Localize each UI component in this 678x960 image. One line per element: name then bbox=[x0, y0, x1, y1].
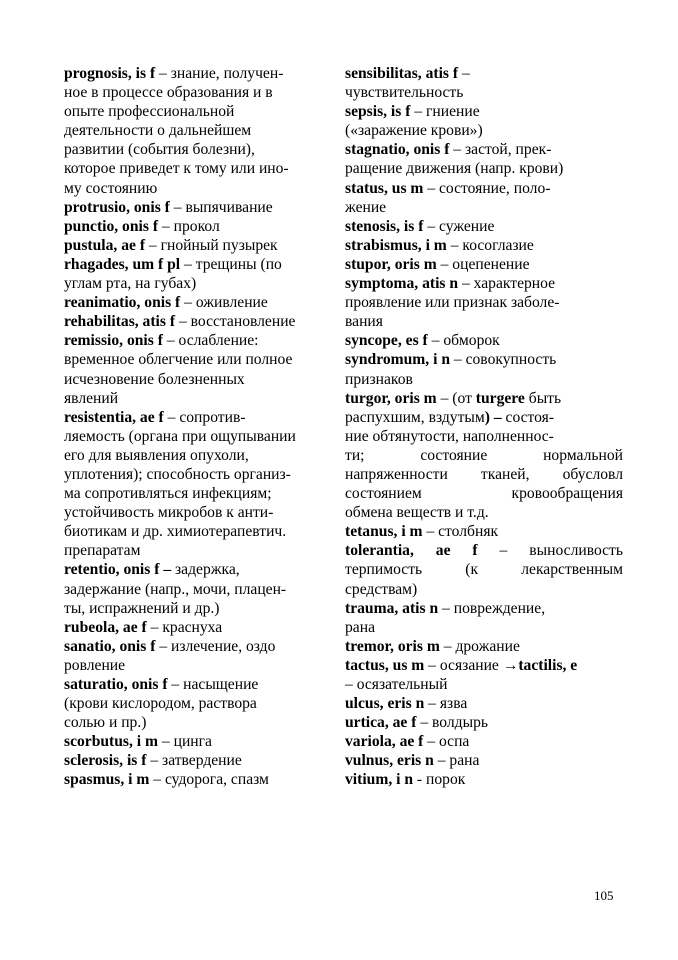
entry-line bbox=[64, 370, 342, 389]
entry-text: обмена веществ и т.д. bbox=[345, 504, 489, 522]
entry-text: чувствительность bbox=[345, 84, 464, 102]
entry-text: деятельности о дальнейшем bbox=[64, 122, 252, 140]
entry-line bbox=[64, 179, 342, 198]
entry-line bbox=[64, 770, 342, 789]
entry-line bbox=[345, 179, 623, 198]
entry-text: – обморок bbox=[427, 332, 500, 350]
entry-text: – совокупность bbox=[450, 351, 557, 369]
entry-text: – осязание bbox=[424, 656, 503, 674]
entry-line bbox=[345, 637, 623, 656]
entry-text: ты, испражнений и др.) bbox=[64, 599, 220, 617]
entry-text: развитии (события болезни), bbox=[64, 141, 255, 159]
entry-term: variola, ae f bbox=[345, 733, 424, 751]
entry-text: ровление bbox=[64, 656, 126, 674]
entry-text: жение bbox=[345, 198, 387, 216]
entry-text: – излечение, оздо bbox=[155, 637, 276, 655]
entry-text: – осязательный bbox=[345, 676, 448, 693]
entry-text: распухшим, вздутым bbox=[345, 408, 485, 426]
entry-line bbox=[64, 64, 342, 83]
entry-term: syndromum, i n bbox=[345, 351, 450, 369]
entry-line bbox=[64, 465, 342, 484]
entry-term: protrusio, onis f bbox=[64, 198, 170, 216]
entry-term: tolerantia, ae f bbox=[345, 542, 478, 560]
entry-text: рана bbox=[345, 618, 375, 636]
entry-text: – сужение bbox=[423, 217, 495, 235]
entry-line bbox=[64, 198, 342, 217]
entry-line bbox=[345, 770, 623, 789]
entry-line bbox=[345, 503, 623, 522]
entry-term: trauma, atis n bbox=[345, 599, 439, 617]
entry-text: му состоянию bbox=[64, 179, 158, 197]
entry-line bbox=[64, 484, 342, 503]
entry-line bbox=[345, 312, 623, 331]
entry-line bbox=[64, 102, 342, 121]
entry-line bbox=[64, 255, 342, 274]
entry-text: – ослабление: bbox=[162, 332, 259, 350]
entry-line bbox=[345, 236, 623, 255]
entry-line bbox=[345, 350, 623, 369]
entry-text: (крови кислородом, раствора bbox=[64, 695, 257, 713]
entry-term: turgere bbox=[475, 389, 525, 407]
entry-text: препаратам bbox=[64, 542, 141, 560]
entry-text: его для выявления опухоли, bbox=[64, 446, 249, 464]
entry-text: – волдырь bbox=[416, 714, 488, 732]
entry-line bbox=[345, 121, 623, 140]
entry-line bbox=[345, 389, 623, 408]
entry-line bbox=[64, 274, 342, 293]
entry-text: временное облегчение или полное bbox=[64, 351, 293, 369]
entry-line bbox=[64, 236, 342, 255]
entry-text: исчезновение болезненных bbox=[64, 370, 245, 388]
entry-term: saturatio, onis f bbox=[64, 676, 168, 693]
entry-term: ) – bbox=[484, 408, 502, 426]
entry-text: – насыщение bbox=[167, 676, 259, 693]
entry-line bbox=[345, 274, 623, 293]
entry-term: vitium, i n bbox=[345, 771, 414, 789]
entry-line bbox=[64, 618, 342, 637]
entry-text: – судорога, спазм bbox=[149, 771, 269, 789]
entry-term: tremor, oris m bbox=[345, 637, 440, 655]
entry-line bbox=[64, 389, 342, 408]
entry-text: задержка, bbox=[171, 561, 240, 579]
entry-text: ное в процессе образования и в bbox=[64, 84, 273, 102]
entry-term: resistentia, ae f bbox=[64, 408, 164, 426]
entry-term: sanatio, onis f bbox=[64, 637, 156, 655]
entry-line bbox=[345, 713, 623, 732]
entry-text: ляемость (органа при ощупывании bbox=[64, 427, 296, 445]
entry-text: – выпячивание bbox=[169, 198, 273, 216]
entry-text: биотикам и др. химиотерапевтич. bbox=[64, 523, 287, 541]
entry-line bbox=[64, 560, 342, 579]
entry-term: rehabilitas, atis f bbox=[64, 313, 176, 331]
entry-line bbox=[64, 293, 342, 312]
entry-text: терпимость (к лекарственным bbox=[345, 561, 623, 579]
entry-text: – знание, получен- bbox=[155, 65, 284, 82]
entry-line bbox=[64, 427, 342, 446]
entry-line bbox=[345, 465, 623, 484]
entry-line bbox=[64, 694, 342, 713]
page-number: 105 bbox=[594, 888, 614, 903]
entry-text: – гниение bbox=[410, 103, 480, 121]
entry-line bbox=[345, 484, 623, 503]
entry-text: – восстановление bbox=[175, 313, 296, 331]
entry-line bbox=[345, 370, 623, 389]
entry-line bbox=[64, 503, 342, 522]
entry-text: – выносливость bbox=[477, 542, 623, 560]
entry-text: – оцепенение bbox=[436, 255, 530, 273]
entry-text: состоянием кровообращения bbox=[345, 485, 623, 503]
entry-line bbox=[345, 656, 623, 675]
entry-text: задержание (напр., мочи, плацен- bbox=[64, 580, 287, 598]
entry-line bbox=[345, 331, 623, 350]
entry-line bbox=[345, 83, 623, 102]
entry-term: rubeola, ae f bbox=[64, 618, 147, 636]
entry-line bbox=[64, 656, 342, 675]
entry-text: – рана bbox=[433, 752, 480, 770]
entry-term: turgor, oris m bbox=[345, 389, 437, 407]
entry-line bbox=[64, 140, 342, 159]
entry-text: явлений bbox=[64, 389, 119, 407]
entry-text: – гнойный пузырек bbox=[145, 236, 278, 254]
entry-text: углам рта, на губах) bbox=[64, 275, 197, 293]
entry-term: ulcus, eris n bbox=[345, 695, 425, 713]
entry-term: sensibilitas, atis f bbox=[345, 65, 459, 82]
entry-term: pustula, ae f bbox=[64, 236, 146, 254]
entry-line bbox=[64, 121, 342, 140]
entry-line bbox=[64, 675, 342, 694]
entry-term: spasmus, i m bbox=[64, 771, 150, 789]
entry-line bbox=[64, 331, 342, 350]
entry-text: – повреждение, bbox=[438, 599, 546, 617]
entry-text: – затвердение bbox=[146, 752, 242, 770]
entry-term: status, us m bbox=[345, 179, 424, 197]
entry-line bbox=[345, 560, 623, 579]
entry-line bbox=[345, 198, 623, 217]
entry-term: rhagades, um f pl bbox=[64, 255, 181, 273]
entry-line bbox=[64, 751, 342, 770]
entry-term: syncope, es f bbox=[345, 332, 428, 350]
entry-text: – дрожание bbox=[439, 637, 520, 655]
entry-text: – столбняк bbox=[422, 523, 499, 541]
entry-term: symptoma, atis n bbox=[345, 275, 459, 293]
entry-term: reanimatio, onis f bbox=[64, 294, 181, 312]
entry-line bbox=[345, 580, 623, 599]
entry-line bbox=[345, 522, 623, 541]
entry-term: sepsis, is f bbox=[345, 103, 411, 121]
entry-text: – краснуха bbox=[146, 618, 223, 636]
entry-text: – характерное bbox=[458, 275, 556, 293]
entry-text: – оживление bbox=[180, 294, 268, 312]
entry-line bbox=[64, 217, 342, 236]
entry-term: prognosis, is f bbox=[64, 65, 156, 82]
entry-line bbox=[345, 446, 623, 465]
entry-term: remissio, onis f bbox=[64, 332, 163, 350]
entry-line bbox=[64, 83, 342, 102]
entry-line bbox=[64, 408, 342, 427]
entry-term: urtica, ae f bbox=[345, 714, 417, 732]
entry-line bbox=[345, 541, 623, 560]
entry-term: stagnatio, onis f bbox=[345, 141, 450, 159]
entry-term: tactus, us m bbox=[345, 656, 425, 674]
entry-text: – состояние, поло- bbox=[423, 179, 551, 197]
entry-line bbox=[345, 159, 623, 178]
entry-term: punctio, onis f bbox=[64, 217, 159, 235]
entry-text: ние обтянутости, наполненнос- bbox=[345, 427, 554, 445]
entry-term: sclerosis, is f bbox=[64, 752, 147, 770]
entry-term: strabismus, i m bbox=[345, 236, 447, 254]
entry-line bbox=[345, 408, 623, 427]
entry-text: – прокол bbox=[158, 217, 220, 235]
entry-text: – цинга bbox=[158, 733, 212, 751]
entry-text: ма сопротивляться инфекциям; bbox=[64, 485, 272, 503]
entry-text: – оспа bbox=[423, 733, 470, 751]
entry-line bbox=[64, 637, 342, 656]
entry-term: vulnus, eris n bbox=[345, 752, 434, 770]
entry-term: →tactilis, e bbox=[502, 656, 578, 674]
entry-line bbox=[345, 427, 623, 446]
entry-text: - порок bbox=[413, 771, 466, 789]
entry-line bbox=[64, 732, 342, 751]
entry-line bbox=[64, 580, 342, 599]
entry-text: опыте профессиональной bbox=[64, 103, 235, 121]
dictionary-column-left bbox=[64, 64, 342, 790]
entry-term: scorbutus, i m bbox=[64, 733, 159, 751]
entry-text: – застой, прек- bbox=[449, 141, 552, 159]
entry-text: («заражение крови») bbox=[345, 122, 483, 140]
entry-text: уплотения); способность организ- bbox=[64, 465, 291, 483]
entry-line bbox=[345, 694, 623, 713]
entry-text: – (от bbox=[436, 389, 476, 407]
entry-line bbox=[345, 64, 623, 83]
entry-text: ти; состояние нормальной bbox=[345, 446, 623, 464]
entry-term: tetanus, i m bbox=[345, 523, 423, 541]
entry-line bbox=[64, 159, 342, 178]
entry-line bbox=[64, 541, 342, 560]
entry-line bbox=[345, 255, 623, 274]
entry-text: – трещины (по bbox=[180, 255, 282, 273]
entry-text: – косоглазие bbox=[446, 236, 534, 254]
entry-line bbox=[345, 618, 623, 637]
entry-text: устойчивость микробов к анти- bbox=[64, 504, 274, 522]
entry-term: stenosis, is f bbox=[345, 217, 424, 235]
entry-text: состоя- bbox=[501, 408, 555, 426]
entry-text: которое приведет к тому или ино- bbox=[64, 160, 289, 178]
entry-text: солью и пр.) bbox=[64, 714, 147, 732]
entry-line bbox=[64, 312, 342, 331]
entry-line bbox=[345, 599, 623, 618]
entry-line bbox=[345, 217, 623, 236]
entry-text: – bbox=[458, 65, 470, 82]
entry-text: средствам) bbox=[345, 580, 418, 598]
entry-line bbox=[64, 713, 342, 732]
entry-text: признаков bbox=[345, 370, 413, 388]
entry-text: ращение движения (напр. крови) bbox=[345, 160, 564, 178]
dictionary-column-right bbox=[345, 64, 623, 790]
entry-line bbox=[345, 751, 623, 770]
entry-text: напряженности тканей, обусловл bbox=[345, 465, 623, 483]
entry-term: retentio, onis f – bbox=[64, 561, 172, 579]
entry-text: – язва bbox=[424, 695, 468, 713]
entry-line bbox=[64, 350, 342, 369]
entry-text: быть bbox=[524, 389, 562, 407]
entry-term: stupor, oris m bbox=[345, 255, 437, 273]
entry-line bbox=[64, 522, 342, 541]
entry-line bbox=[64, 446, 342, 465]
entry-line bbox=[345, 140, 623, 159]
entry-text: вания bbox=[345, 313, 383, 331]
entry-text: проявление или признак заболе- bbox=[345, 294, 560, 312]
entry-line bbox=[64, 599, 342, 618]
entry-line bbox=[345, 293, 623, 312]
entry-line bbox=[345, 675, 623, 694]
entry-line bbox=[345, 102, 623, 121]
entry-text: – сопротив- bbox=[163, 408, 246, 426]
entry-line bbox=[345, 732, 623, 751]
